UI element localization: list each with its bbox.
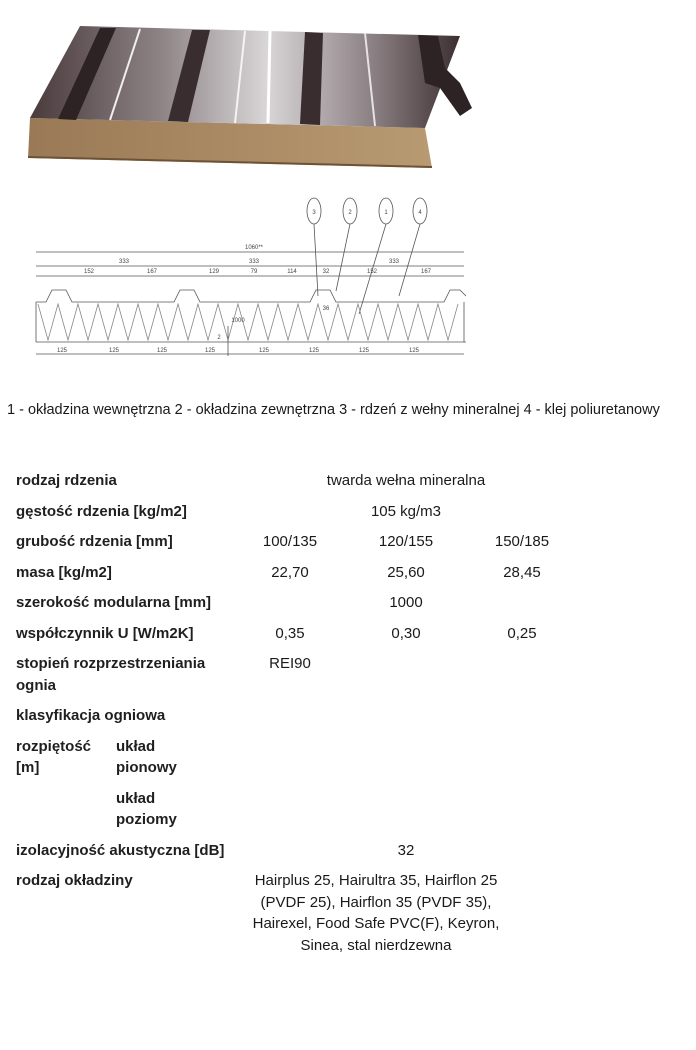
top-part-dim: 129 <box>208 269 220 275</box>
bottom-part-dim: 125 <box>204 348 216 354</box>
row-value: 1000 <box>389 594 423 611</box>
top-span-dim: 333 <box>388 259 400 265</box>
top-part-dim: 152 <box>366 269 378 275</box>
top-part-dim: 167 <box>146 269 158 275</box>
table-row <box>10 562 580 584</box>
callout-2: 2 <box>348 210 352 216</box>
mid-mark: 36 <box>322 306 330 312</box>
row-value: 120/155 <box>378 533 434 550</box>
table-row <box>10 653 580 696</box>
bottom-part-dim: 125 <box>56 348 68 354</box>
table-row <box>10 531 580 553</box>
top-part-dim: 32 <box>322 269 330 275</box>
row-value: twarda wełna mineralna <box>326 472 486 489</box>
sandwich-panel-photo <box>20 8 490 168</box>
row-value: 22,70 <box>271 563 309 581</box>
row-value: 105 kg/m3 <box>370 502 442 520</box>
callout-3: 3 <box>312 210 316 216</box>
table-row <box>10 736 580 831</box>
table-row <box>10 840 580 862</box>
row-label: współczynnik U [W/m2K] <box>16 624 194 642</box>
row-label: klasyfikacja ogniowa <box>16 707 166 724</box>
top-span-dim: 333 <box>248 259 260 265</box>
table-row <box>10 501 580 523</box>
row-value: 28,45 <box>503 563 541 581</box>
overall-dim: 1060** <box>244 245 264 251</box>
bottom-part-dim: 125 <box>408 348 420 354</box>
row-label: gęstość rdzenia [kg/m2] <box>16 502 187 520</box>
row-label: szerokość modularna [mm] <box>16 594 212 611</box>
row-value: 150/185 <box>494 533 550 550</box>
bottom-part-dim: 125 <box>358 348 370 354</box>
top-span-dim: 333 <box>118 259 130 265</box>
row-value: 32 <box>397 841 415 859</box>
span-label: rozpiętość [m] <box>16 737 92 776</box>
row-label: rodzaj rdzenia <box>16 472 117 489</box>
table-row <box>10 705 580 727</box>
row-label: stopień rozprzestrzeniania ognia <box>16 655 206 694</box>
spec-table <box>10 470 580 956</box>
callout-1: 1 <box>384 210 388 216</box>
table-row <box>10 470 580 492</box>
row-label: rodzaj okładziny <box>16 872 133 889</box>
row-label: izolacyjność akustyczna [dB] <box>16 841 225 859</box>
bottom-part-dim: 125 <box>308 348 320 354</box>
panel-cross-section-drawing <box>14 196 504 366</box>
bottom-part-dim: 125 <box>108 348 120 354</box>
row-value: 0,25 <box>507 624 537 642</box>
top-part-dim: 167 <box>420 269 432 275</box>
row-value: 0,30 <box>391 624 421 642</box>
row-value: 25,60 <box>387 563 425 581</box>
row-label: grubość rdzenia [mm] <box>16 533 173 550</box>
row-label <box>10 736 232 831</box>
top-part-dim: 79 <box>250 269 258 275</box>
span-sub-vertical: układ pionowy <box>116 737 177 776</box>
table-row <box>10 870 580 956</box>
drawing-legend: 1 - okładzina wewnętrzna 2 - okładzina zewnętrzna 3 - rdzeń z wełny mineralnej 4 - klej poliuretanowy <box>7 402 660 418</box>
span-sub-horizontal: układ poziomy <box>116 789 177 828</box>
row-value: 0,35 <box>275 624 305 642</box>
row-value: 100/135 <box>262 533 318 550</box>
mid-mark: 2 <box>217 335 221 341</box>
bottom-part-dim: 125 <box>258 348 270 354</box>
top-part-dim: 152 <box>83 269 95 275</box>
row-value: Hairplus 25, Hairultra 35, Hairflon 25 (PVDF 25), Hairflon 35 (PVDF 35), Hairexel, Food Safe PVC(F), Keyron, Sinea, stal nierdzewna <box>252 872 500 954</box>
bottom-part-dim: 125 <box>156 348 168 354</box>
table-row <box>10 623 580 645</box>
table-row <box>10 592 580 614</box>
callout-4: 4 <box>418 210 422 216</box>
top-part-dim: 114 <box>287 269 297 275</box>
mid-mark: 1000 <box>231 318 245 324</box>
row-value: REI90 <box>269 655 311 672</box>
row-label: masa [kg/m2] <box>16 563 112 581</box>
